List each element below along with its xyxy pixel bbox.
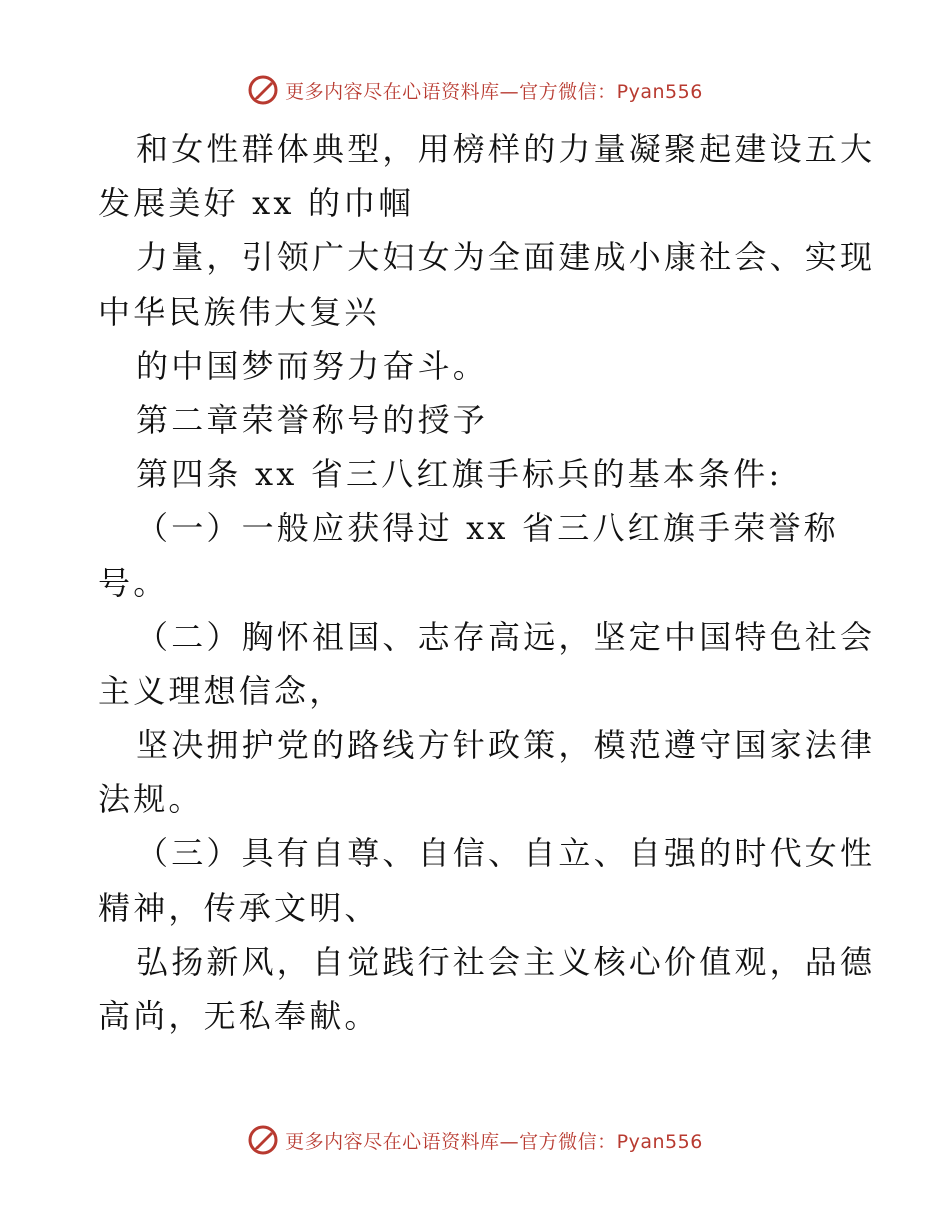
watermark-footer bbox=[0, 1120, 950, 1160]
article-heading: 第四条 xx 省三八红旗手标兵的基本条件: bbox=[136, 455, 783, 494]
text-line: 发展美好 xx 的巾帼 bbox=[98, 184, 414, 223]
text-line: 高尚，无私奉献。 bbox=[98, 997, 380, 1035]
text-line: 主义理想信念， bbox=[98, 671, 345, 710]
text-line: 法规。 bbox=[98, 780, 204, 819]
quill-pen-icon bbox=[247, 74, 279, 106]
text-line: 精神，传承文明、 bbox=[98, 888, 380, 927]
text-line: 号。 bbox=[98, 563, 169, 602]
text-line: （三）具有自尊、自信、自立、自强的时代女性 bbox=[136, 834, 876, 873]
watermark-text: 更多内容尽在心语资料库—官方微信：Pyan556 bbox=[285, 80, 703, 103]
text-line: 力量，引领广大妇女为全面建成小康社会、实现 bbox=[136, 238, 876, 277]
text-line: 和女性群体典型，用榜样的力量凝聚起建设五大 bbox=[136, 130, 876, 168]
text-line: 坚决拥护党的路线方针政策，模范遵守国家法律 bbox=[136, 726, 876, 765]
text-line: 弘扬新风，自觉践行社会主义核心价值观，品德 bbox=[136, 942, 876, 981]
watermark-header bbox=[0, 70, 950, 110]
text-line: （二）胸怀祖国、志存高远，坚定中国特色社会 bbox=[136, 617, 876, 656]
quill-pen-icon bbox=[247, 1124, 279, 1156]
text-line: （一）一般应获得过 xx 省三八红旗手荣誉称 bbox=[136, 509, 839, 548]
text-line: 中华民族伟大复兴 bbox=[98, 292, 380, 331]
document-body bbox=[98, 122, 876, 1043]
chapter-heading: 第二章荣誉称号的授予 bbox=[136, 400, 489, 439]
text-line: 的中国梦而努力奋斗。 bbox=[136, 346, 489, 385]
watermark-text: 更多内容尽在心语资料库—官方微信：Pyan556 bbox=[285, 1130, 703, 1153]
